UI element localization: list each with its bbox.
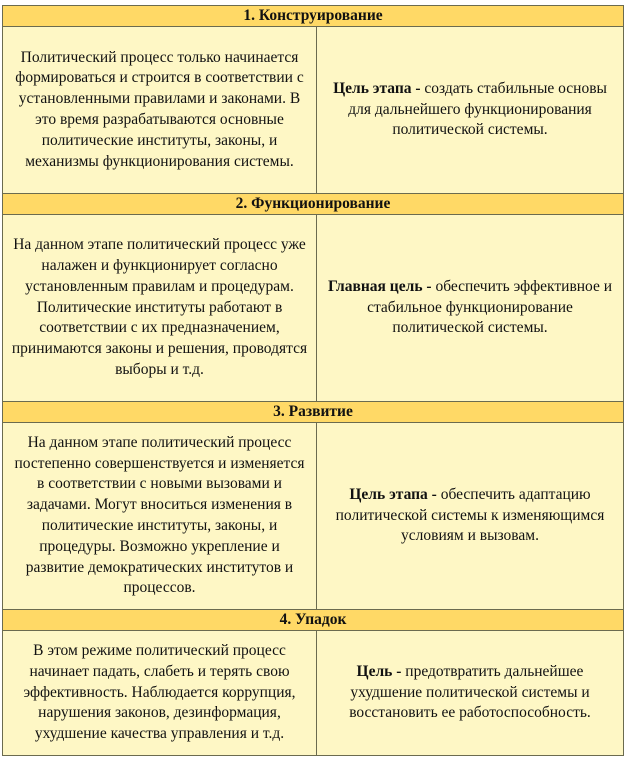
goal-text: обеспечить адаптацию политической системы к изменяющимся условиям и вызовам. bbox=[335, 485, 605, 545]
goal-text: создать стабильные основы для дальнейшего функционирования политической системы. bbox=[348, 79, 607, 139]
stages-table bbox=[2, 5, 624, 756]
stage-goal bbox=[317, 423, 624, 610]
stage-row bbox=[3, 215, 624, 402]
goal-label: Цель - bbox=[356, 662, 402, 680]
stage-header-row bbox=[3, 194, 624, 215]
stage-description: На данном этапе политический процесс постепенно совершенствуется и изменяется в соответствии с новыми вызовами и задачами. Могут вноситься изменения в политические институты, законы, и процедуры. Возможно укрепление и развитие демократических институтов и процессов. bbox=[3, 423, 317, 610]
stage-title: 4. Упадок bbox=[3, 610, 624, 631]
stage-description: В этом режиме политический процесс начинает падать, слабеть и терять свою эффективность. Наблюдается коррупция, нарушения законов, дезинформация, ухудшение качества управления и т.д. bbox=[3, 631, 317, 756]
stage-header-row bbox=[3, 610, 624, 631]
stage-row bbox=[3, 423, 624, 610]
stage-row bbox=[3, 631, 624, 756]
stage-goal bbox=[317, 27, 624, 194]
stage-header-row bbox=[3, 6, 624, 27]
stage-title: 3. Развитие bbox=[3, 402, 624, 423]
stage-description: Политический процесс только начинается формироваться и строится в соответствии с установленными правилами и законами. В это время разрабатываются основные политические институты, законы, и механизмы функционирования системы. bbox=[3, 27, 317, 194]
goal-text: предотвратить дальнейшее ухудшение политической системы и восстановить ее работоспособность. bbox=[349, 662, 591, 722]
stage-description: На данном этапе политический процесс уже налажен и функционирует согласно установленным правилам и процедурам. Политические институты работают в соответствии с их предназначением, принимаются законы и решения, проводятся выборы и т.д. bbox=[3, 215, 317, 402]
goal-label: Цель этапа - bbox=[333, 79, 421, 97]
goal-label: Цель этапа - bbox=[349, 485, 437, 503]
stage-goal bbox=[317, 215, 624, 402]
stage-row bbox=[3, 27, 624, 194]
stage-title: 1. Конструирование bbox=[3, 6, 624, 27]
stage-header-row bbox=[3, 402, 624, 423]
stage-goal bbox=[317, 631, 624, 756]
goal-text: обеспечить эффективное и стабильное функционирование политической системы. bbox=[367, 277, 613, 337]
goal-label: Главная цель - bbox=[327, 277, 432, 295]
stage-title: 2. Функционирование bbox=[3, 194, 624, 215]
